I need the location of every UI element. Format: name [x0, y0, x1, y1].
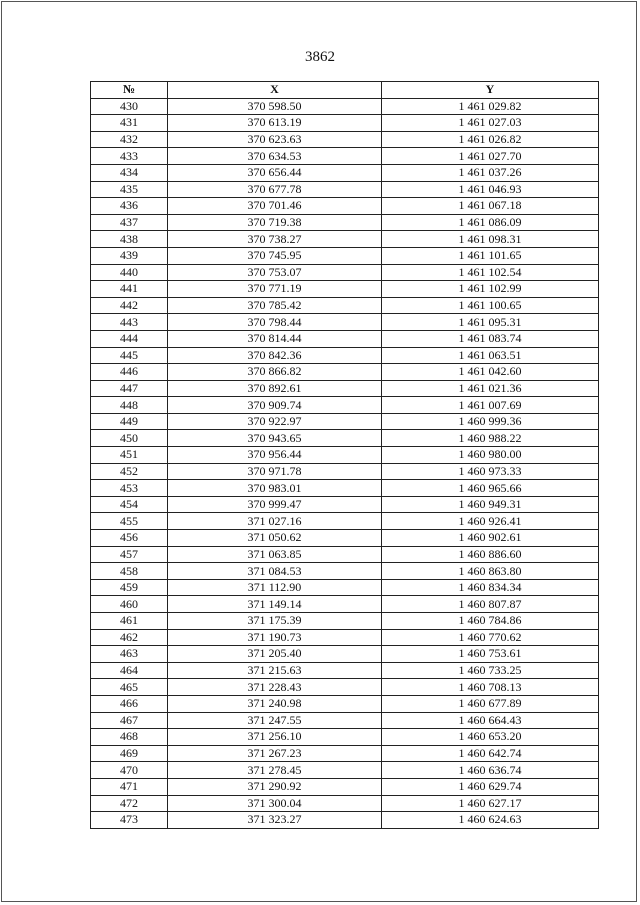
- table-row: [91, 745, 599, 762]
- cell-x: 371 205.40: [168, 646, 382, 663]
- table-row: [91, 181, 599, 198]
- table-row: [91, 314, 599, 331]
- cell-x: 371 084.53: [168, 563, 382, 580]
- cell-y: 1 460 926.41: [382, 513, 599, 530]
- cell-y: 1 460 784.86: [382, 613, 599, 630]
- table-row: [91, 380, 599, 397]
- header-x: X: [168, 82, 382, 99]
- cell-y: 1 460 980.00: [382, 447, 599, 464]
- cell-y: 1 461 042.60: [382, 364, 599, 381]
- table-row: [91, 148, 599, 165]
- table-row: [91, 695, 599, 712]
- cell-number: 447: [91, 380, 168, 397]
- cell-number: 446: [91, 364, 168, 381]
- cell-y: 1 460 834.34: [382, 579, 599, 596]
- cell-x: 370 999.47: [168, 496, 382, 513]
- cell-number: 436: [91, 198, 168, 215]
- cell-y: 1 461 027.70: [382, 148, 599, 165]
- cell-y: 1 460 653.20: [382, 729, 599, 746]
- cell-number: 458: [91, 563, 168, 580]
- cell-y: 1 461 037.26: [382, 164, 599, 181]
- table-row: [91, 198, 599, 215]
- cell-y: 1 460 642.74: [382, 745, 599, 762]
- cell-x: 371 323.27: [168, 812, 382, 829]
- cell-y: 1 461 101.65: [382, 247, 599, 264]
- cell-y: 1 461 100.65: [382, 297, 599, 314]
- table-row: [91, 563, 599, 580]
- cell-number: 462: [91, 629, 168, 646]
- cell-number: 431: [91, 115, 168, 132]
- cell-number: 437: [91, 214, 168, 231]
- table-row: [91, 596, 599, 613]
- cell-y: 1 460 965.66: [382, 480, 599, 497]
- cell-x: 370 983.01: [168, 480, 382, 497]
- cell-x: 371 050.62: [168, 530, 382, 547]
- cell-y: 1 460 988.22: [382, 430, 599, 447]
- table-row: [91, 579, 599, 596]
- table-row: [91, 480, 599, 497]
- cell-y: 1 461 102.99: [382, 281, 599, 298]
- cell-y: 1 461 067.18: [382, 198, 599, 215]
- cell-number: 448: [91, 397, 168, 414]
- cell-x: 371 112.90: [168, 579, 382, 596]
- cell-y: 1 461 027.03: [382, 115, 599, 132]
- cell-x: 370 701.46: [168, 198, 382, 215]
- cell-y: 1 461 102.54: [382, 264, 599, 281]
- cell-y: 1 460 624.63: [382, 812, 599, 829]
- cell-number: 435: [91, 181, 168, 198]
- cell-number: 460: [91, 596, 168, 613]
- cell-x: 370 842.36: [168, 347, 382, 364]
- table-row: [91, 712, 599, 729]
- table-row: [91, 496, 599, 513]
- cell-y: 1 460 664.43: [382, 712, 599, 729]
- cell-y: 1 460 902.61: [382, 530, 599, 547]
- cell-number: 471: [91, 778, 168, 795]
- table-row: [91, 131, 599, 148]
- cell-y: 1 461 029.82: [382, 98, 599, 115]
- cell-x: 370 719.38: [168, 214, 382, 231]
- cell-x: 370 753.07: [168, 264, 382, 281]
- cell-number: 455: [91, 513, 168, 530]
- header-number: №: [91, 82, 168, 99]
- cell-x: 370 745.95: [168, 247, 382, 264]
- cell-x: 371 300.04: [168, 795, 382, 812]
- table-row: [91, 613, 599, 630]
- cell-number: 442: [91, 297, 168, 314]
- cell-number: 433: [91, 148, 168, 165]
- cell-x: 370 892.61: [168, 380, 382, 397]
- cell-number: 472: [91, 795, 168, 812]
- cell-y: 1 461 046.93: [382, 181, 599, 198]
- cell-y: 1 460 807.87: [382, 596, 599, 613]
- table-row: [91, 513, 599, 530]
- cell-x: 371 278.45: [168, 762, 382, 779]
- cell-y: 1 461 095.31: [382, 314, 599, 331]
- cell-number: 470: [91, 762, 168, 779]
- cell-y: 1 460 636.74: [382, 762, 599, 779]
- cell-x: 370 623.63: [168, 131, 382, 148]
- table-row: [91, 463, 599, 480]
- cell-x: 370 738.27: [168, 231, 382, 248]
- cell-y: 1 460 733.25: [382, 662, 599, 679]
- cell-number: 454: [91, 496, 168, 513]
- cell-x: 371 190.73: [168, 629, 382, 646]
- cell-y: 1 460 999.36: [382, 413, 599, 430]
- table-row: [91, 115, 599, 132]
- table-row: [91, 646, 599, 663]
- cell-y: 1 460 949.31: [382, 496, 599, 513]
- page-number: 3862: [305, 49, 335, 65]
- cell-x: 371 247.55: [168, 712, 382, 729]
- cell-y: 1 461 007.69: [382, 397, 599, 414]
- cell-x: 370 943.65: [168, 430, 382, 447]
- table-row: [91, 364, 599, 381]
- table-row: [91, 98, 599, 115]
- cell-x: 371 240.98: [168, 695, 382, 712]
- cell-number: 463: [91, 646, 168, 663]
- cell-y: 1 461 098.31: [382, 231, 599, 248]
- table-row: [91, 679, 599, 696]
- cell-x: 371 027.16: [168, 513, 382, 530]
- table-row: [91, 447, 599, 464]
- table-row: [91, 629, 599, 646]
- cell-x: 371 149.14: [168, 596, 382, 613]
- cell-number: 438: [91, 231, 168, 248]
- cell-x: 370 656.44: [168, 164, 382, 181]
- cell-y: 1 461 026.82: [382, 131, 599, 148]
- table-row: [91, 297, 599, 314]
- cell-number: 466: [91, 695, 168, 712]
- cell-number: 432: [91, 131, 168, 148]
- table-header-row: [91, 82, 599, 99]
- table-row: [91, 530, 599, 547]
- cell-x: 370 798.44: [168, 314, 382, 331]
- cell-x: 370 956.44: [168, 447, 382, 464]
- cell-y: 1 461 021.36: [382, 380, 599, 397]
- cell-number: 467: [91, 712, 168, 729]
- table-row: [91, 729, 599, 746]
- cell-y: 1 461 086.09: [382, 214, 599, 231]
- table-row: [91, 762, 599, 779]
- table-row: [91, 413, 599, 430]
- cell-x: 370 814.44: [168, 330, 382, 347]
- cell-x: 371 290.92: [168, 778, 382, 795]
- cell-x: 371 063.85: [168, 546, 382, 563]
- cell-number: 430: [91, 98, 168, 115]
- cell-y: 1 460 753.61: [382, 646, 599, 663]
- cell-x: 370 785.42: [168, 297, 382, 314]
- coordinates-table: [90, 81, 599, 829]
- cell-y: 1 460 629.74: [382, 778, 599, 795]
- cell-number: 439: [91, 247, 168, 264]
- cell-number: 434: [91, 164, 168, 181]
- cell-y: 1 461 083.74: [382, 330, 599, 347]
- cell-y: 1 460 973.33: [382, 463, 599, 480]
- cell-number: 452: [91, 463, 168, 480]
- cell-x: 371 215.63: [168, 662, 382, 679]
- cell-number: 459: [91, 579, 168, 596]
- table-row: [91, 231, 599, 248]
- table-row: [91, 430, 599, 447]
- table-row: [91, 164, 599, 181]
- cell-number: 457: [91, 546, 168, 563]
- cell-x: 371 228.43: [168, 679, 382, 696]
- table-row: [91, 795, 599, 812]
- table-row: [91, 347, 599, 364]
- cell-x: 370 598.50: [168, 98, 382, 115]
- cell-number: 468: [91, 729, 168, 746]
- cell-x: 370 866.82: [168, 364, 382, 381]
- cell-number: 440: [91, 264, 168, 281]
- table-row: [91, 214, 599, 231]
- table-row: [91, 662, 599, 679]
- table-body: [91, 98, 599, 828]
- table-row: [91, 546, 599, 563]
- cell-y: 1 461 063.51: [382, 347, 599, 364]
- cell-x: 371 267.23: [168, 745, 382, 762]
- cell-number: 444: [91, 330, 168, 347]
- header-y: Y: [382, 82, 599, 99]
- table-row: [91, 281, 599, 298]
- cell-x: 370 613.19: [168, 115, 382, 132]
- cell-x: 370 922.97: [168, 413, 382, 430]
- cell-y: 1 460 770.62: [382, 629, 599, 646]
- cell-number: 465: [91, 679, 168, 696]
- cell-y: 1 460 677.89: [382, 695, 599, 712]
- table-row: [91, 397, 599, 414]
- table-row: [91, 812, 599, 829]
- cell-x: 370 909.74: [168, 397, 382, 414]
- cell-number: 453: [91, 480, 168, 497]
- cell-x: 371 175.39: [168, 613, 382, 630]
- cell-number: 450: [91, 430, 168, 447]
- cell-x: 370 771.19: [168, 281, 382, 298]
- cell-y: 1 460 627.17: [382, 795, 599, 812]
- cell-x: 371 256.10: [168, 729, 382, 746]
- cell-number: 441: [91, 281, 168, 298]
- cell-y: 1 460 708.13: [382, 679, 599, 696]
- table-row: [91, 247, 599, 264]
- cell-number: 445: [91, 347, 168, 364]
- cell-y: 1 460 886.60: [382, 546, 599, 563]
- cell-number: 473: [91, 812, 168, 829]
- cell-number: 461: [91, 613, 168, 630]
- cell-x: 370 971.78: [168, 463, 382, 480]
- cell-x: 370 677.78: [168, 181, 382, 198]
- table-row: [91, 778, 599, 795]
- cell-y: 1 460 863.80: [382, 563, 599, 580]
- table-row: [91, 264, 599, 281]
- cell-number: 469: [91, 745, 168, 762]
- table-row: [91, 330, 599, 347]
- cell-x: 370 634.53: [168, 148, 382, 165]
- cell-number: 449: [91, 413, 168, 430]
- cell-number: 443: [91, 314, 168, 331]
- cell-number: 464: [91, 662, 168, 679]
- cell-number: 451: [91, 447, 168, 464]
- cell-number: 456: [91, 530, 168, 547]
